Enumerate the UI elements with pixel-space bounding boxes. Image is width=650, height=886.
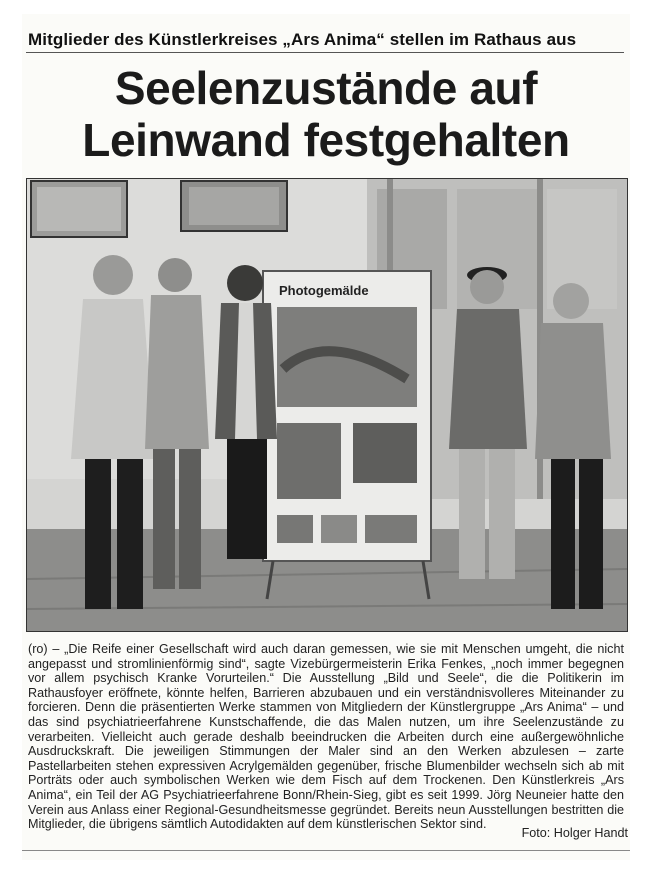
kicker-rule xyxy=(26,52,624,53)
display-board-title: Photogemälde xyxy=(279,283,369,298)
article-kicker: Mitglieder des Künstlerkreises „Ars Anima“ stellen im Rathaus aus xyxy=(28,30,577,49)
headline-line-1: Seelenzustände auf xyxy=(114,62,538,114)
photo-credit: Foto: Holger Handt xyxy=(521,826,628,840)
article-body: (ro) – „Die Reife einer Gesellschaft wird auch daran gemessen, wie sie mit Menschen umgeht, die nicht angepasst und stromlinienförmig sind“, sagte Vizebürgermeisterin Erika Fenkes, „noch immer begegnen vor allem psychisch Kranke Vorurteilen.“ Die Ausstellung „Bild und Seele“, die die Politikerin im Rathausfoyer eröffnete, könnte helfen, Barrieren abzubauen und ein verständnisvolleres Miteinander zu forcieren. Denn die präsentierten Werke stammen von Mitgliedern der Künstlergruppe „Ars Anima“ – und das sind psychiatrieerfahrene Kunstschaffende, die das Malen nutzen, um ihre Seelenzustände zu verarbeiten. Vielleicht auch gerade deshalb beeindrucken die Arbeiten durch eine außergewöhnliche Ausdruckskraft. Die jeweiligen Stimmungen der Maler sind an den Werken abzulesen – zarte Pastellarbeiten stehen expressiven Acrylgemälden gegenüber, frische Blumenbilder wechseln sich ab mit Porträts oder auch symbolischen Werken wie dem Fisch auf dem Trockenen. Den Künstlerkreis „Ars Anima“, ein Teil der AG Psychiatrieerfahrene Bonn/Rhein-Sieg, gibt es seit 1999. Jörg Neuneier hatte den Verein aus Anlass einer Regional-Gesundheitsmesse gegründet. Bereits neun Ausstellungen bestritten die Mitglieder, die übrigens sämtlich Autodidakten auf dem künstlerischen Sektor sind. xyxy=(28,642,624,832)
bottom-rule xyxy=(22,850,630,851)
article-headline xyxy=(22,62,630,166)
article-photo xyxy=(26,178,628,632)
newspaper-clipping xyxy=(22,14,630,860)
headline-line-2: Leinwand festgehalten xyxy=(82,114,570,166)
